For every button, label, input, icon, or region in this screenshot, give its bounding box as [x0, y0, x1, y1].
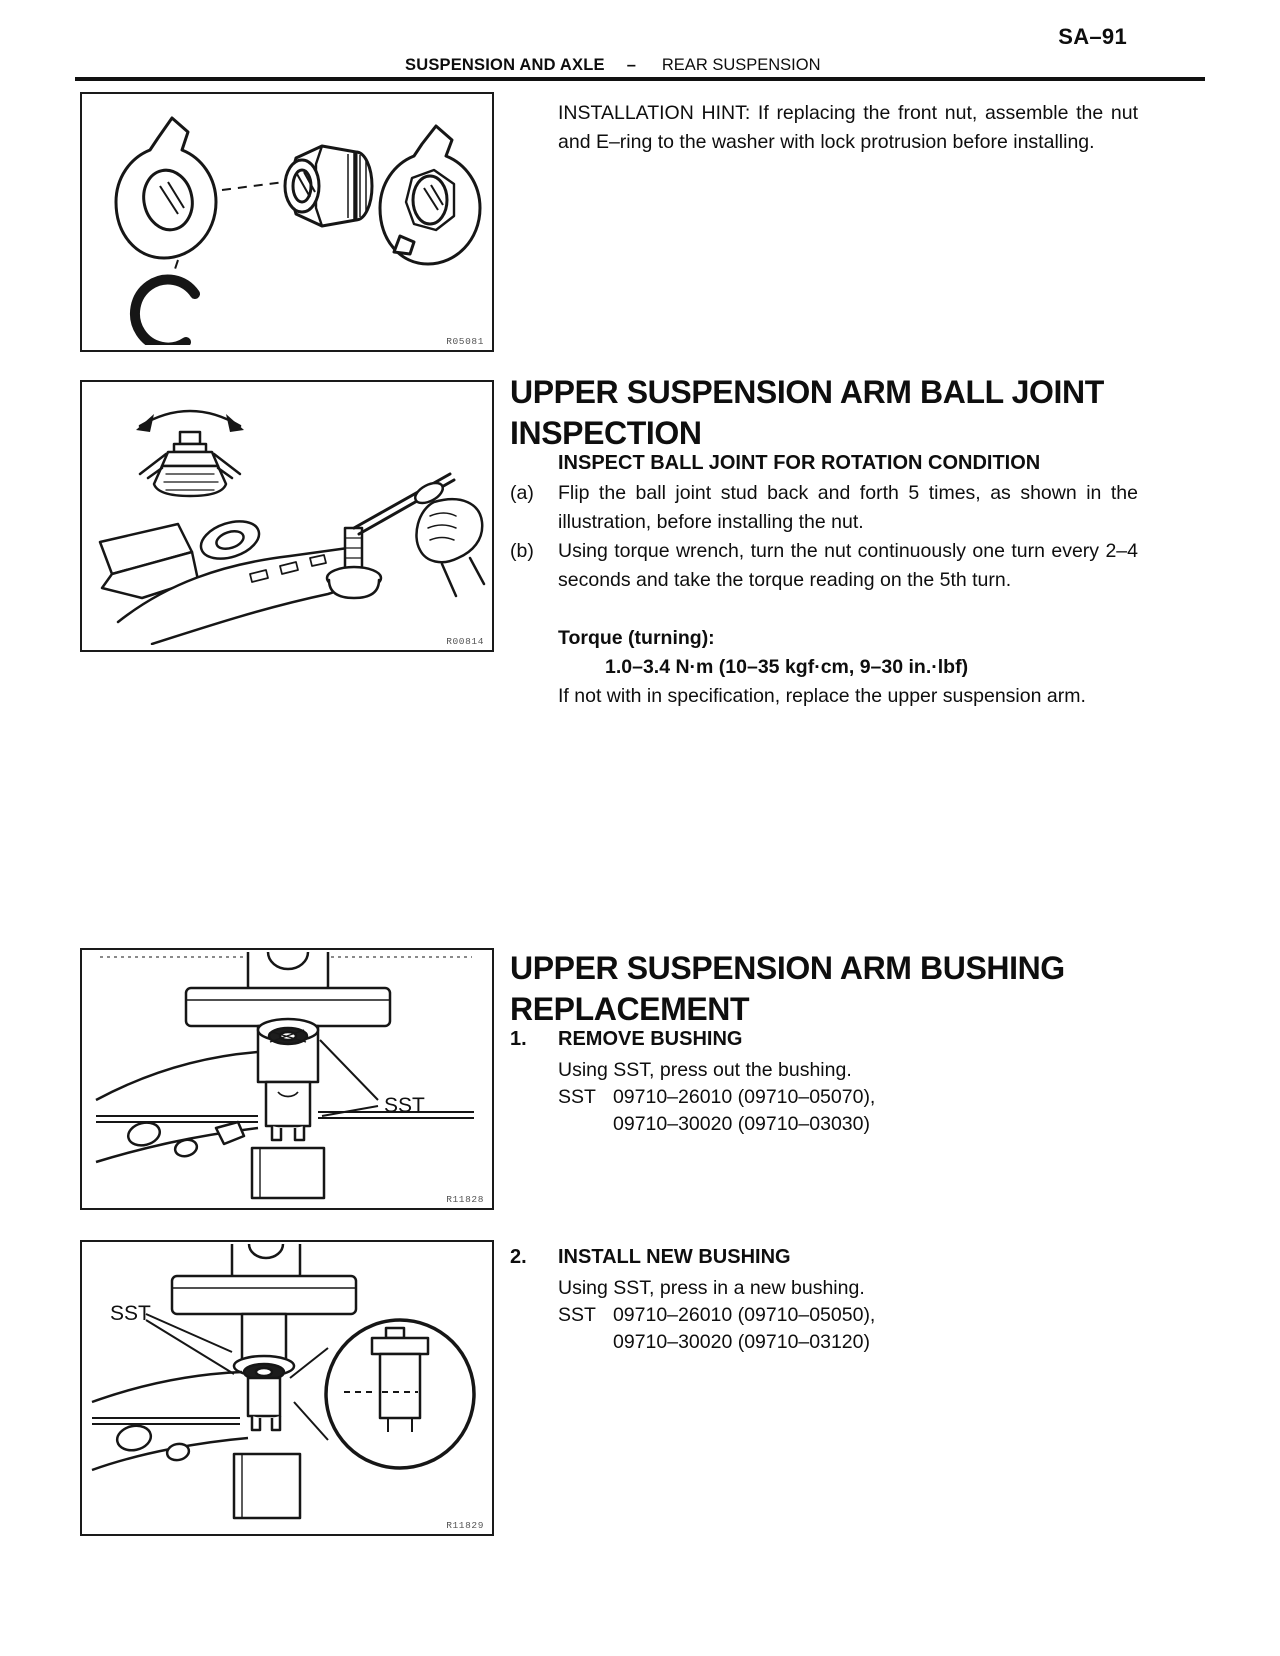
section-title-ball-joint-line1: UPPER SUSPENSION ARM BALL JOINT	[510, 374, 1104, 410]
figure-nut-washer-ering	[80, 92, 494, 352]
figure-code: R11828	[446, 1194, 484, 1205]
out-of-spec-note: If not with in specification, replace the upper suspension arm.	[558, 685, 1086, 707]
step-2-number: 2.	[510, 1246, 527, 1268]
step-a-label: (a)	[510, 482, 534, 504]
sst-number: 09710–26010 (09710–05050),	[612, 1304, 876, 1326]
sst-number: 09710–26010 (09710–05070),	[612, 1086, 876, 1108]
step-1-heading: REMOVE BUSHING	[558, 1028, 743, 1050]
header-subsection-title: REAR SUSPENSION	[661, 56, 821, 74]
install-bushing-illustration	[82, 1242, 487, 1529]
torque-value: 1.0–3.4 N·m (10–35 kgf·cm, 9–30 in.·lbf)	[605, 656, 969, 678]
section-title-bushing-line1: UPPER SUSPENSION ARM BUSHING	[510, 950, 1065, 986]
header-rule	[75, 77, 1205, 81]
step-2-heading: INSTALL NEW BUSHING	[558, 1246, 791, 1268]
section-title-bushing-line2: REPLACEMENT	[510, 991, 750, 1027]
figure-code: R05081	[446, 336, 484, 347]
section-title-ball-joint-line2: INSPECTION	[510, 415, 702, 451]
step-a-text: Flip the ball joint stud back and forth 5 times, as shown in the illustration, before installing the nut.	[558, 482, 1138, 533]
subheading-rotation-condition: INSPECT BALL JOINT FOR ROTATION CONDITION	[558, 452, 1041, 474]
step-1-number: 1.	[510, 1028, 527, 1050]
torque-label: Torque (turning):	[558, 627, 715, 649]
figure-install-bushing	[80, 1240, 494, 1536]
figure-code: R11829	[446, 1520, 484, 1531]
step-a	[510, 479, 1138, 537]
header-section-title: SUSPENSION AND AXLE	[405, 56, 605, 74]
sst-callout-label: SST	[110, 1302, 151, 1325]
step-1-instruction: Using SST, press out the bushing.	[558, 1059, 852, 1081]
step-1-sst-line1	[558, 1083, 875, 1112]
step-2-sst-line2: 09710–30020 (09710–03120)	[613, 1331, 870, 1353]
remove-bushing-illustration	[82, 950, 487, 1203]
step-1-sst-line2: 09710–30020 (09710–03030)	[613, 1113, 870, 1135]
header-dash: –	[626, 56, 636, 74]
step-b-text: Using torque wrench, turn the nut continuously one turn every 2–4 seconds and take the torque reading on the 5th turn.	[558, 540, 1138, 591]
step-b-label: (b)	[510, 540, 534, 562]
nut-washer-ering-illustration	[82, 94, 487, 345]
sst-label: SST	[558, 1304, 596, 1326]
figure-code: R00814	[446, 636, 484, 647]
step-b	[510, 537, 1138, 595]
sst-callout-label: SST	[384, 1094, 425, 1117]
step-2-sst-line1	[558, 1301, 875, 1330]
ball-joint-inspection-illustration	[82, 382, 487, 645]
sst-label: SST	[558, 1086, 596, 1108]
running-header	[405, 56, 821, 75]
page-number: SA–91	[1058, 24, 1127, 49]
figure-ball-joint-inspection	[80, 380, 494, 652]
figure-remove-bushing	[80, 948, 494, 1210]
installation-hint-text: INSTALLATION HINT: If replacing the front nut, assemble the nut and E–ring to the washer with lock protrusion before installing.	[558, 102, 1138, 153]
step-2-instruction: Using SST, press in a new bushing.	[558, 1277, 865, 1299]
